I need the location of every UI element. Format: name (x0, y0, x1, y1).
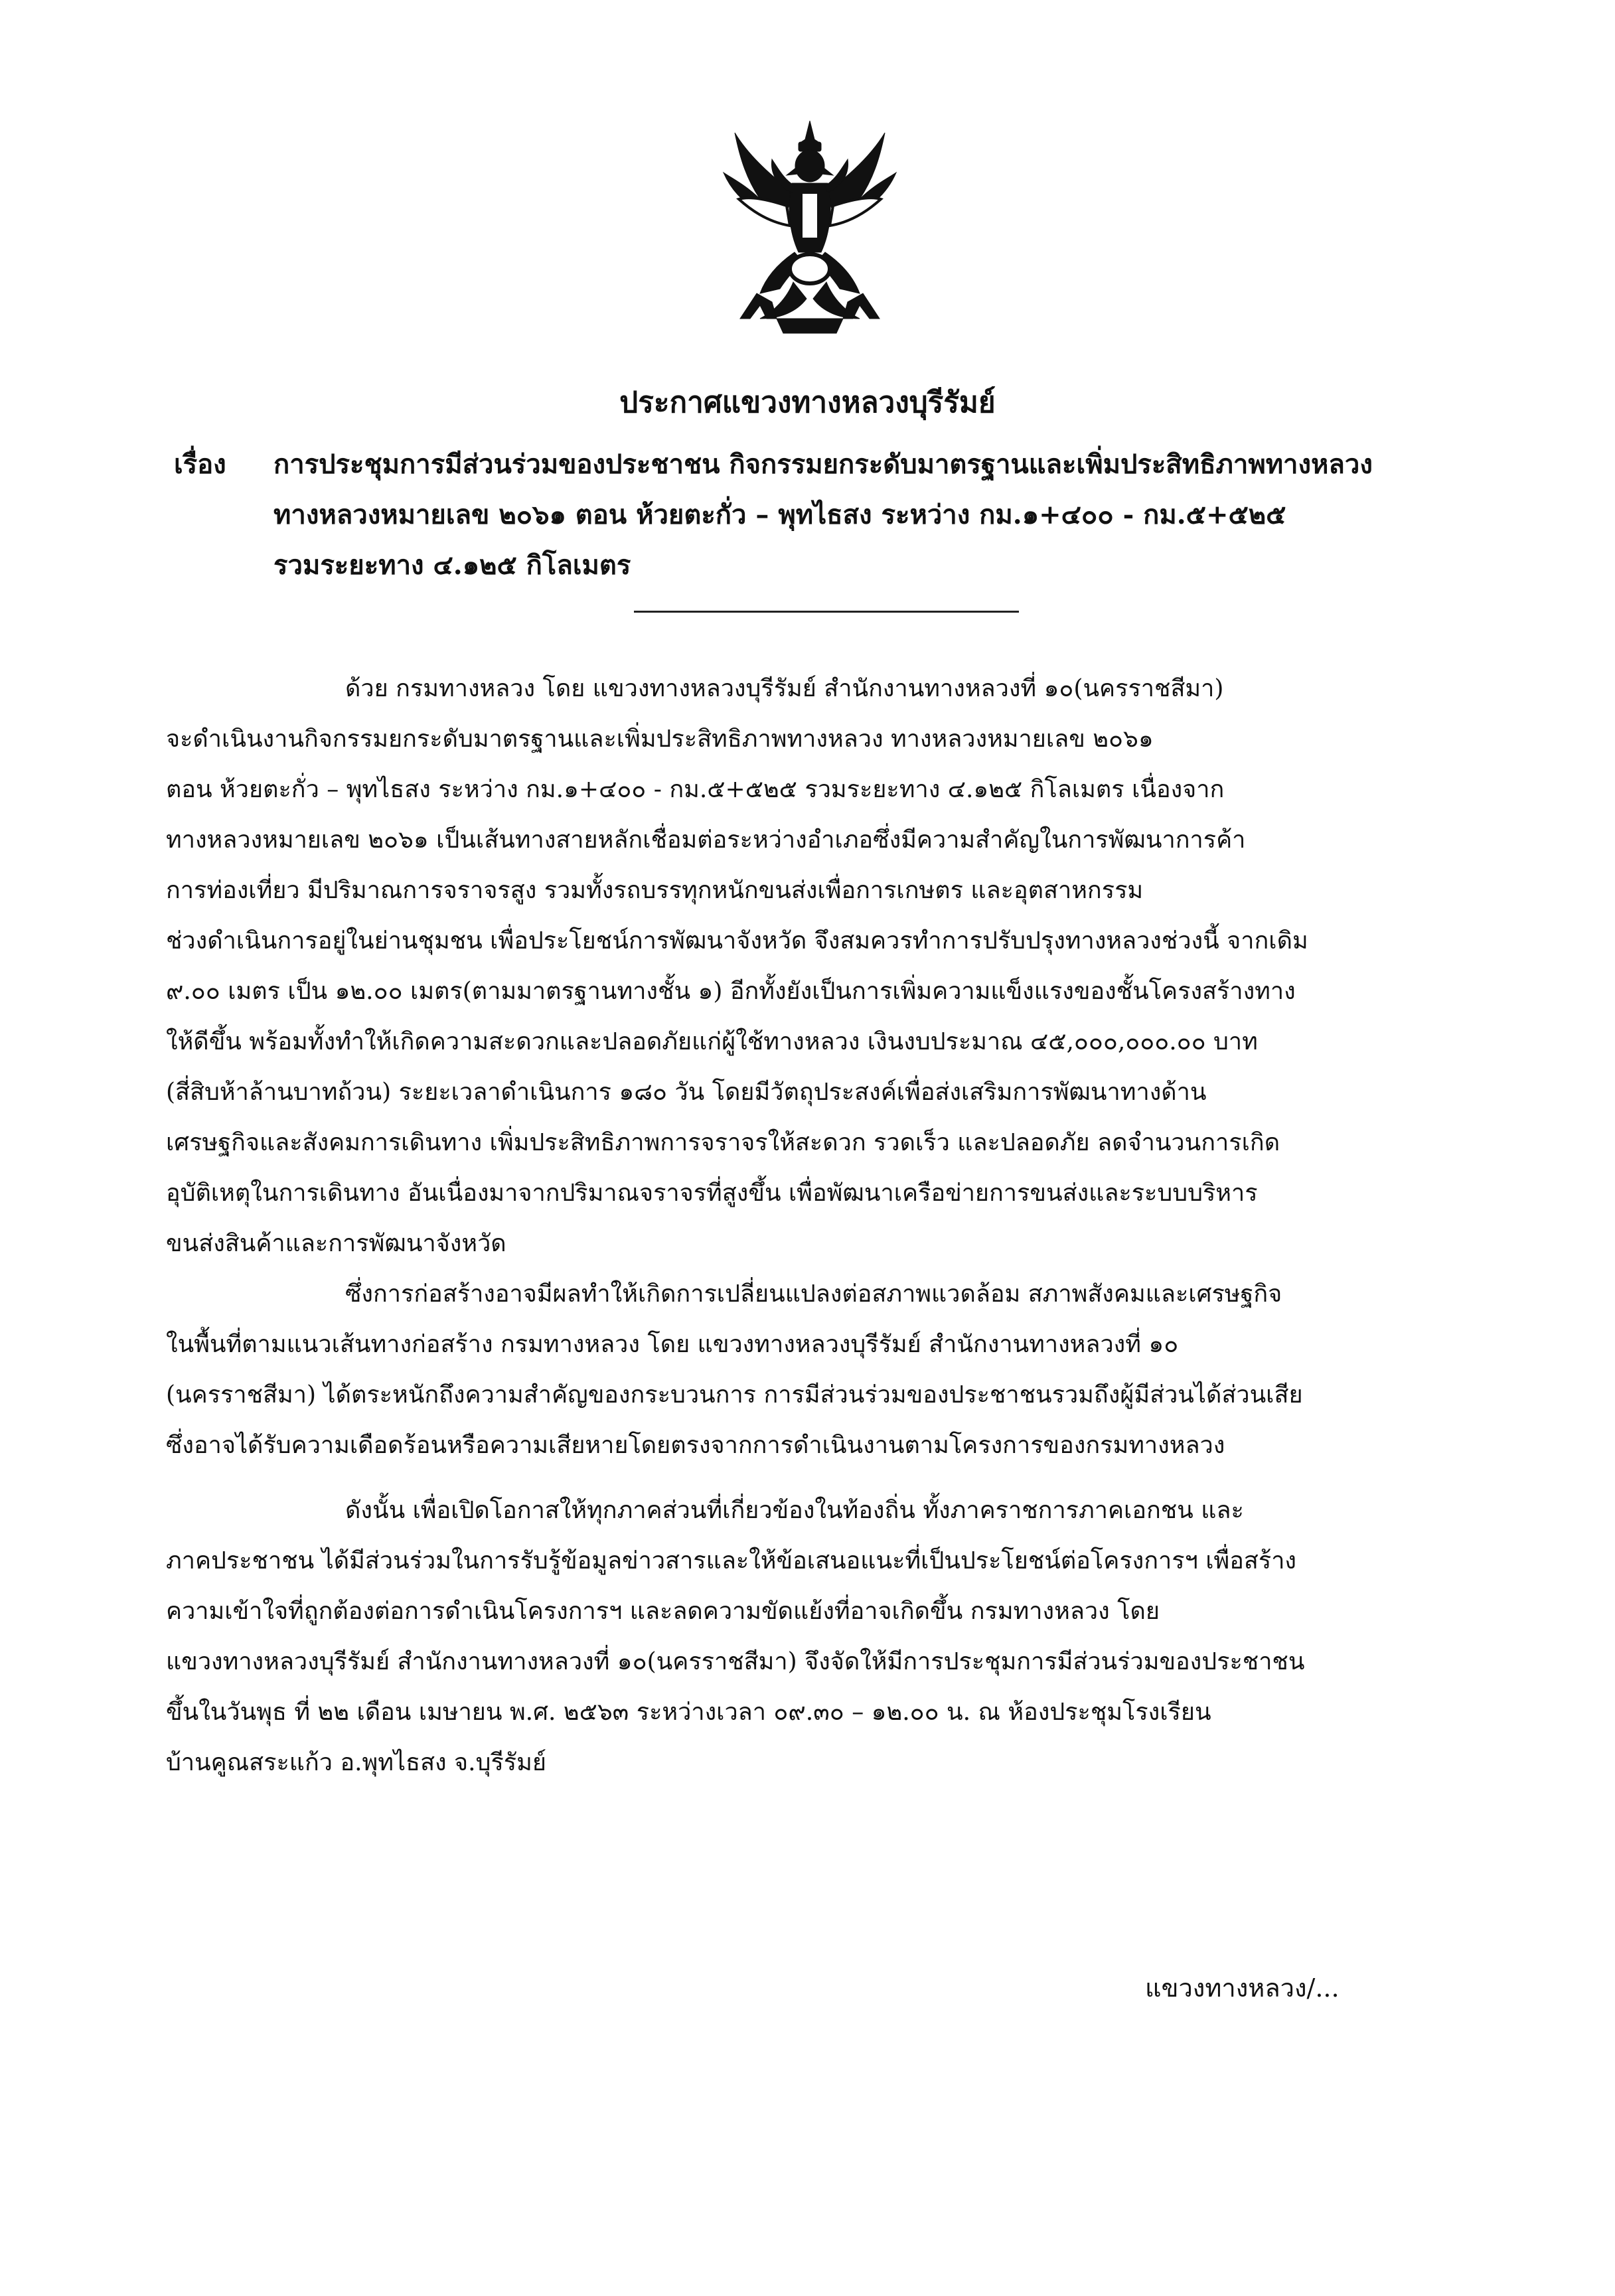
garuda-emblem-icon (720, 119, 899, 339)
paragraph-line: ทางหลวงหมายเลข ๒๐๖๑ เป็นเส้นทางสายหลักเชื่อมต่อระหว่างอำเภอซึ่งมีความสำคัญในการพัฒนาการค้า (166, 826, 1246, 854)
subject-block (174, 439, 1488, 591)
paragraph-line: การท่องเที่ยว มีปริมาณการจราจรสูง รวมทั้งรถบรรทุกหนักขนส่งเพื่อการเกษตร และอุตสาหกรรม (166, 877, 1144, 904)
paragraph-line: ตอน ห้วยตะกั่ว – พุทไธสง ระหว่าง กม.๑+๔๐๐ - กม.๕+๕๒๕ รวมระยะทาง ๔.๑๒๕ กิโลเมตร เนื่องจาก (166, 776, 1225, 803)
body-paragraph-1 (166, 664, 1460, 1269)
paragraph-line: ซึ่งอาจได้รับความเดือดร้อนหรือความเสียหายโดยตรงจากการดำเนินงานตามโครงการของกรมทางหลวง (166, 1432, 1225, 1459)
paragraph-line: บ้านคูณสระแก้ว อ.พุทไธสง จ.บุรีรัมย์ (166, 1749, 546, 1776)
subject-line: รวมระยะทาง ๔.๑๒๕ กิโลเมตร (273, 550, 631, 581)
paragraph-line: ในพื้นที่ตามแนวเส้นทางก่อสร้าง กรมทางหลวง โดย แขวงทางหลวงบุรีรัมย์ สำนักงานทางหลวงที่ ๑๐ (166, 1331, 1179, 1358)
paragraph-line: ขึ้นในวันพุธ ที่ ๒๒ เดือน เมษายน พ.ศ. ๒๕๖๓ ระหว่างเวลา ๐๙.๓๐ – ๑๒.๐๐ น. ณ ห้องประชุมโรงเรียน (166, 1699, 1211, 1726)
paragraph-line: ด้วย กรมทางหลวง โดย แขวงทางหลวงบุรีรัมย์ สำนักงานทางหลวงที่ ๑๐(นครราชสีมา) (345, 675, 1224, 702)
paragraph-line: อุบัติเหตุในการเดินทาง อันเนื่องมาจากปริมาณจราจรที่สูงขึ้น เพื่อพัฒนาเครือข่ายการขนส่งและระบบบริหาร (166, 1180, 1258, 1207)
subject-line (174, 439, 1488, 490)
continuation-marker: แขวงทางหลวง/... (1145, 1973, 1340, 2003)
paragraph-line: (นครราชสีมา) ได้ตระหนักถึงความสำคัญของกระบวนการ การมีส่วนร่วมของประชาชนรวมถึงผู้มีส่วนได้ส่วนเสีย (166, 1381, 1303, 1409)
paragraph-line: จะดำเนินงานกิจกรรมยกระดับมาตรฐานและเพิ่มประสิทธิภาพทางหลวง ทางหลวงหมายเลข ๒๐๖๑ (166, 726, 1154, 753)
paragraph-line: ซึ่งการก่อสร้างอาจมีผลทำให้เกิดการเปลี่ยนแปลงต่อสภาพแวดล้อม สภาพสังคมและเศรษฐกิจ (345, 1280, 1282, 1308)
paragraph-line: ภาคประชาชน ได้มีส่วนร่วมในการรับรู้ข้อมูลข่าวสารและให้ข้อเสนอแนะที่เป็นประโยชน์ต่อโครงการฯ เพื่อสร้าง (166, 1547, 1297, 1574)
body-paragraph-3 (166, 1486, 1460, 1788)
subject-text: การประชุมการมีส่วนร่วมของประชาชน กิจกรรมยกระดับมาตรฐานและเพิ่มประสิทธิภาพทางหลวง (273, 449, 1373, 480)
paragraph-line: ความเข้าใจที่ถูกต้องต่อการดำเนินโครงการฯ และลดความขัดแย้งที่อาจเกิดขึ้น กรมทางหลวง โดย (166, 1598, 1160, 1625)
paragraph-line: แขวงทางหลวงบุรีรัมย์ สำนักงานทางหลวงที่ ๑๐(นครราชสีมา) จึงจัดให้มีการประชุมการมีส่วนร่วมของประชาชน (166, 1648, 1305, 1675)
paragraph-line: ๙.๐๐ เมตร เป็น ๑๒.๐๐ เมตร(ตามมาตรฐานทางชั้น ๑) อีกทั้งยังเป็นการเพิ่มความแข็งแรงของชั้นโครงสร้างทาง (166, 978, 1296, 1005)
paragraph-line: ให้ดีขึ้น พร้อมทั้งทำให้เกิดความสะดวกและปลอดภัยแก่ผู้ใช้ทางหลวง เงินงบประมาณ ๔๕,๐๐๐,๐๐๐.๐๐ บาท (166, 1028, 1258, 1055)
title-divider (634, 611, 1019, 613)
body-paragraph-2 (166, 1269, 1460, 1471)
paragraph-line: ขนส่งสินค้าและการพัฒนาจังหวัด (166, 1230, 506, 1257)
subject-line: ทางหลวงหมายเลข ๒๐๖๑ ตอน ห้วยตะกั่ว – พุทไธสง ระหว่าง กม.๑+๔๐๐ - กม.๕+๕๒๕ (273, 499, 1286, 530)
paragraph-line: ดังนั้น เพื่อเปิดโอกาสให้ทุกภาคส่วนที่เกี่ยวข้องในท้องถิ่น ทั้งภาคราชการภาคเอกชน และ (345, 1497, 1244, 1524)
subject-label: เรื่อง (174, 449, 226, 480)
paragraph-line: (สี่สิบห้าล้านบาทถ้วน) ระยะเวลาดำเนินการ ๑๘๐ วัน โดยมีวัตถุประสงค์เพื่อส่งเสริมการพัฒนาทางด้าน (166, 1079, 1207, 1106)
announcement-title: ประกาศแขวงทางหลวงบุรีรัมย์ (619, 386, 996, 420)
paragraph-line: เศรษฐกิจและสังคมการเดินทาง เพิ่มประสิทธิภาพการจราจรให้สะดวก รวดเร็ว และปลอดภัย ลดจำนวนการเกิด (166, 1129, 1280, 1156)
paragraph-line: ช่วงดำเนินการอยู่ในย่านชุมชน เพื่อประโยชน์การพัฒนาจังหวัด จึงสมควรทำการปรับปรุงทางหลวงช่วงนี้ จากเดิม (166, 927, 1308, 955)
